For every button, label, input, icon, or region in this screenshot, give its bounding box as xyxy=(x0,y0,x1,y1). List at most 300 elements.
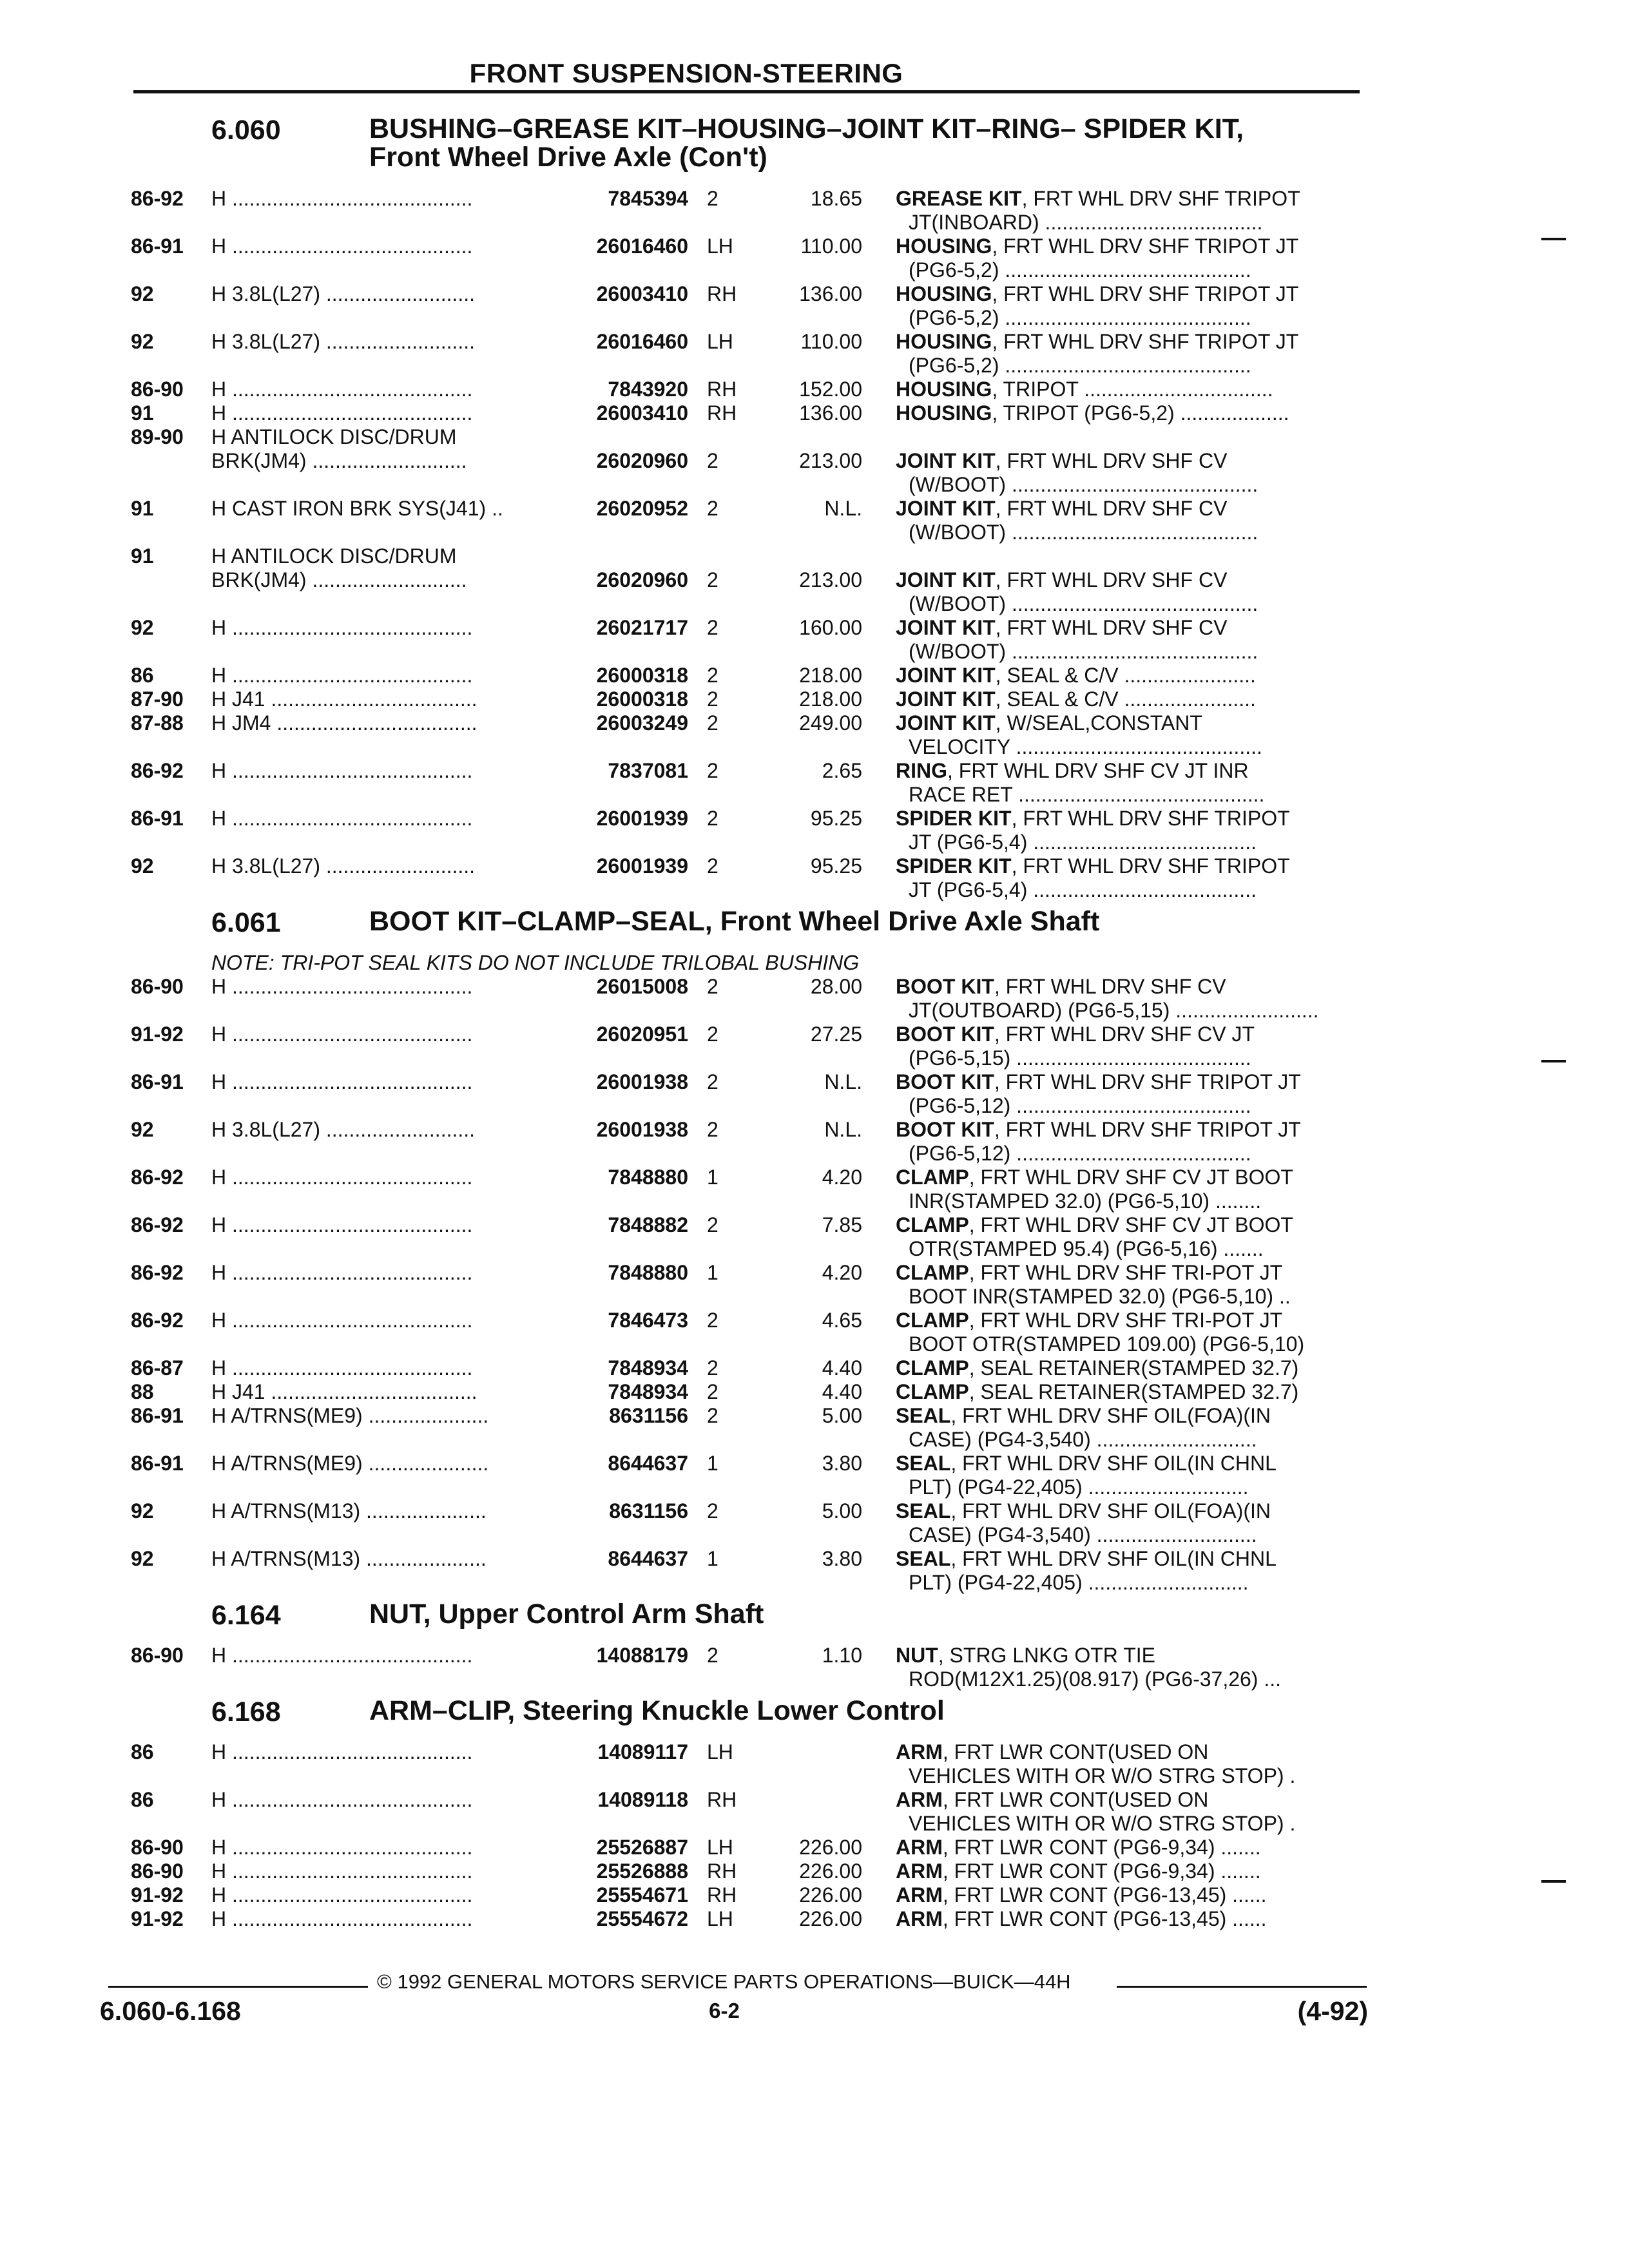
model-application: H .......................................... xyxy=(211,378,473,401)
model-application: H .......................................... xyxy=(211,1740,473,1763)
price: 160.00 xyxy=(799,616,862,639)
description-keyword: GREASE KIT xyxy=(896,187,1022,210)
quantity: 2 xyxy=(707,759,718,782)
description-line xyxy=(896,616,1363,640)
part-description xyxy=(896,1118,1363,1166)
description-text: , FRT WHL DRV SHF TRIPOT JT xyxy=(992,282,1299,305)
description-text: , FRT WHL DRV SHF OIL(FOA)(IN xyxy=(950,1499,1271,1523)
description-line xyxy=(896,1070,1363,1094)
model-years: 91 xyxy=(131,544,154,568)
section-heading xyxy=(0,110,1629,187)
part-number: 7848880 xyxy=(608,1166,688,1189)
description-text: , FRT LWR CONT (PG6-13,45) ...... xyxy=(942,1907,1267,1930)
model-application: H .......................................... xyxy=(211,1070,473,1093)
part-description xyxy=(896,1860,1363,1883)
price: 1.10 xyxy=(822,1644,862,1667)
description-line xyxy=(896,1309,1363,1332)
part-number: 26020960 xyxy=(596,449,688,472)
description-line xyxy=(896,187,1363,211)
description-continuation: CASE) (PG4-3,540) ............................ xyxy=(909,1428,1257,1451)
model-years: 91-92 xyxy=(131,1883,184,1907)
part-description xyxy=(896,378,1363,401)
model-application: H A/TRNS(M13) ..................... xyxy=(211,1547,487,1570)
description-line xyxy=(896,378,1363,401)
part-description xyxy=(896,1404,1363,1452)
description-continuation: (W/BOOT) ........................................... xyxy=(909,473,1258,496)
description-line xyxy=(896,568,1363,592)
price: 136.00 xyxy=(799,401,862,425)
description-continuation: RACE RET ........................................... xyxy=(909,783,1265,806)
model-application: H .......................................... xyxy=(211,1860,473,1883)
part-row xyxy=(0,568,1629,616)
model-application: H .......................................... xyxy=(211,1261,473,1284)
quantity: 2 xyxy=(707,1309,718,1332)
price: 2.65 xyxy=(822,759,862,782)
description-line xyxy=(896,975,1363,999)
description-text: , FRT LWR CONT (PG6-13,45) ...... xyxy=(942,1883,1267,1907)
part-description xyxy=(896,187,1363,235)
model-application: H .......................................... xyxy=(211,1883,473,1907)
footer-page-number: 6-2 xyxy=(709,1999,740,2023)
description-line xyxy=(896,1452,1363,1475)
price: 213.00 xyxy=(799,449,862,472)
description-keyword: HOUSING xyxy=(896,401,992,425)
description-keyword: CLAMP xyxy=(896,1309,969,1332)
description-line xyxy=(896,687,1363,711)
description-keyword: CLAMP xyxy=(896,1356,969,1379)
part-row xyxy=(0,378,1629,401)
description-keyword: BOOT KIT xyxy=(896,1070,994,1093)
part-description xyxy=(896,1380,1363,1404)
part-description xyxy=(896,616,1363,664)
section-title-text: BUSHING–GREASE KIT–HOUSING–JOINT KIT–RING– SPIDER KIT, xyxy=(369,113,1244,144)
model-application: H .......................................... xyxy=(211,807,473,830)
part-description xyxy=(896,235,1363,282)
part-number: 7848934 xyxy=(608,1356,688,1379)
model-years: 86-92 xyxy=(131,187,184,210)
model-application: H .......................................... xyxy=(211,664,473,687)
section-title-text: ARM–CLIP, Steering Knuckle Lower Control xyxy=(369,1695,945,1726)
part-description xyxy=(896,1788,1363,1836)
description-continuation: JT(INBOARD) ...................................... xyxy=(909,211,1263,234)
description-keyword: HOUSING xyxy=(896,378,992,401)
description-text: , FRT WHL DRV SHF CV JT BOOT xyxy=(969,1213,1293,1236)
price: N.L. xyxy=(824,1118,862,1141)
description-keyword: HOUSING xyxy=(896,330,992,353)
description-keyword: RING xyxy=(896,759,947,782)
price: 213.00 xyxy=(799,568,862,591)
price: 3.80 xyxy=(822,1452,862,1475)
part-row xyxy=(0,1023,1629,1070)
description-continuation: (PG6-5,12) ......................................... xyxy=(909,1094,1251,1117)
quantity: 1 xyxy=(707,1547,718,1570)
description-line xyxy=(896,282,1363,306)
quantity: 2 xyxy=(707,1499,718,1523)
section-title-text: BOOT KIT–CLAMP–SEAL, Front Wheel Drive Axle Shaft xyxy=(369,906,1100,937)
model-years: 87-90 xyxy=(131,687,184,711)
description-keyword: JOINT KIT xyxy=(896,616,996,639)
model-years: 88 xyxy=(131,1380,154,1403)
part-number: 25526887 xyxy=(596,1836,688,1859)
description-line xyxy=(896,1788,1363,1812)
description-keyword: ARM xyxy=(896,1836,943,1859)
description-text: , FRT LWR CONT(USED ON xyxy=(942,1788,1209,1811)
description-text: , FRT LWR CONT (PG6-9,34) ....... xyxy=(942,1860,1261,1883)
description-text: , FRT LWR CONT(USED ON xyxy=(942,1740,1209,1763)
quantity: 2 xyxy=(707,616,718,639)
description-text: , SEAL & C/V ....................... xyxy=(995,687,1256,711)
quantity: 2 xyxy=(707,1644,718,1667)
part-row xyxy=(0,1547,1629,1595)
model-years: 86-90 xyxy=(131,378,184,401)
description-keyword: JOINT KIT xyxy=(896,568,996,591)
model-years: 92 xyxy=(131,616,154,639)
part-description xyxy=(896,449,1363,497)
part-row xyxy=(0,616,1629,664)
description-text: , SEAL RETAINER(STAMPED 32.7) xyxy=(969,1356,1299,1379)
model-years: 86-91 xyxy=(131,1404,184,1427)
quantity: LH xyxy=(707,330,733,353)
description-text: , FRT WHL DRV SHF TRI-POT JT xyxy=(969,1261,1283,1284)
quantity: 2 xyxy=(707,187,718,210)
part-number: 26003410 xyxy=(596,401,688,425)
model-application: H J41 .................................... xyxy=(211,1380,477,1403)
part-number: 8644637 xyxy=(608,1452,688,1475)
model-years: 86-90 xyxy=(131,1836,184,1859)
description-continuation: PLT) (PG4-22,405) ............................ xyxy=(909,1571,1249,1594)
part-number: 26015008 xyxy=(596,975,688,998)
part-description xyxy=(896,1356,1363,1380)
quantity: RH xyxy=(707,378,737,401)
description-continuation: (W/BOOT) ........................................... xyxy=(909,521,1258,544)
section-title xyxy=(369,115,1244,171)
part-row xyxy=(0,1644,1629,1691)
section-heading xyxy=(0,1691,1629,1740)
description-continuation: VEHICLES WITH OR W/O STRG STOP) . xyxy=(909,1812,1296,1835)
model-application: H CAST IRON BRK SYS(J41) .. xyxy=(211,497,503,520)
model-application: H .......................................... xyxy=(211,1907,473,1930)
margin-mark xyxy=(1541,1880,1566,1883)
quantity: 2 xyxy=(707,975,718,998)
description-text: , FRT WHL DRV SHF OIL(IN CHNL xyxy=(950,1452,1277,1475)
part-row xyxy=(0,854,1629,902)
model-application: H .......................................... xyxy=(211,1213,473,1236)
model-application: H 3.8L(L27) .......................... xyxy=(211,854,476,878)
part-row xyxy=(0,449,1629,497)
section-note: NOTE: TRI-POT SEAL KITS DO NOT INCLUDE TRILOBAL BUSHING xyxy=(211,951,860,974)
quantity: 2 xyxy=(707,1404,718,1427)
price: 226.00 xyxy=(799,1907,862,1930)
model-application: H A/TRNS(ME9) ..................... xyxy=(211,1404,489,1427)
part-row xyxy=(0,187,1629,235)
part-row xyxy=(0,1836,1629,1860)
description-continuation: (PG6-5,2) ........................................... xyxy=(909,306,1251,329)
description-continuation: ROD(M12X1.25)(08.917) (PG6-37,26) ... xyxy=(909,1667,1282,1691)
model-years: 86-90 xyxy=(131,1644,184,1667)
description-line xyxy=(896,497,1363,521)
description-text: , FRT WHL DRV SHF OIL(FOA)(IN xyxy=(950,1404,1271,1427)
price: 136.00 xyxy=(799,282,862,305)
part-description xyxy=(896,282,1363,330)
part-number: 7843920 xyxy=(608,378,688,401)
description-text: , SEAL RETAINER(STAMPED 32.7) xyxy=(969,1380,1299,1403)
part-number: 7848880 xyxy=(608,1261,688,1284)
part-description xyxy=(896,711,1363,759)
part-number: 8644637 xyxy=(608,1547,688,1570)
description-continuation: JT (PG6-5,4) ....................................... xyxy=(909,878,1257,901)
description-keyword: HOUSING xyxy=(896,282,992,305)
part-row xyxy=(0,807,1629,854)
part-row xyxy=(0,1452,1629,1499)
model-application: H 3.8L(L27) .......................... xyxy=(211,1118,476,1141)
description-line xyxy=(896,330,1363,354)
price: 152.00 xyxy=(799,378,862,401)
part-row xyxy=(0,235,1629,282)
description-keyword: JOINT KIT xyxy=(896,664,996,687)
quantity: RH xyxy=(707,401,737,425)
model-years: 86-92 xyxy=(131,1166,184,1189)
description-text: , FRT WHL DRV SHF CV xyxy=(995,616,1228,639)
model-years: 87-88 xyxy=(131,711,184,735)
quantity: 1 xyxy=(707,1261,718,1284)
quantity: RH xyxy=(707,1860,737,1883)
price: 4.40 xyxy=(822,1380,862,1403)
part-row xyxy=(0,1860,1629,1883)
model-years: 86 xyxy=(131,1788,154,1811)
part-number: 26016460 xyxy=(596,330,688,353)
description-continuation: BOOT INR(STAMPED 32.0) (PG6-5,10) .. xyxy=(909,1285,1291,1308)
part-row xyxy=(0,1166,1629,1213)
model-years: 86-91 xyxy=(131,807,184,830)
footer-section-range: 6.060-6.168 xyxy=(100,1996,241,2026)
quantity: 1 xyxy=(707,1166,718,1189)
description-keyword: JOINT KIT xyxy=(896,449,996,472)
description-text: , FRT WHL DRV SHF TRIPOT JT xyxy=(992,235,1299,258)
description-keyword: BOOT KIT xyxy=(896,1023,994,1046)
section-heading xyxy=(0,1595,1629,1644)
part-description xyxy=(896,759,1363,807)
description-text: , FRT WHL DRV SHF TRIPOT JT xyxy=(992,330,1299,353)
model-application: H ANTILOCK DISC/DRUM xyxy=(211,425,457,448)
section-number: 6.168 xyxy=(211,1696,281,1727)
model-application: H J41 .................................... xyxy=(211,687,477,711)
description-keyword: ARM xyxy=(896,1740,943,1763)
description-line xyxy=(896,1740,1363,1764)
part-row xyxy=(0,497,1629,544)
part-number: 7846473 xyxy=(608,1309,688,1332)
model-application: BRK(JM4) ........................... xyxy=(211,449,467,472)
model-years: 91-92 xyxy=(131,1907,184,1930)
quantity: 2 xyxy=(707,807,718,830)
part-row xyxy=(0,1356,1629,1380)
part-number: 26000318 xyxy=(596,664,688,687)
description-keyword: CLAMP xyxy=(896,1213,969,1236)
section-heading xyxy=(0,902,1629,951)
quantity: 2 xyxy=(707,449,718,472)
model-years: 92 xyxy=(131,1547,154,1570)
description-keyword: SPIDER KIT xyxy=(896,807,1012,830)
part-number: 26001939 xyxy=(596,807,688,830)
part-row xyxy=(0,1907,1629,1931)
price: 4.65 xyxy=(822,1309,862,1332)
part-description xyxy=(896,497,1363,544)
description-keyword: JOINT KIT xyxy=(896,497,996,520)
description-text: , W/SEAL,CONSTANT xyxy=(995,711,1202,735)
part-number: 26001938 xyxy=(596,1118,688,1141)
price: 249.00 xyxy=(799,711,862,735)
part-number: 26001939 xyxy=(596,854,688,878)
part-number: 26001938 xyxy=(596,1070,688,1093)
model-years: 92 xyxy=(131,854,154,878)
description-line xyxy=(896,1118,1363,1142)
description-line xyxy=(896,1213,1363,1237)
description-text: , FRT WHL DRV SHF CV JT INR xyxy=(947,759,1249,782)
quantity: LH xyxy=(707,235,733,258)
price: 110.00 xyxy=(800,330,862,353)
model-years: 91 xyxy=(131,497,154,520)
description-continuation: JT(OUTBOARD) (PG6-5,15) ......................... xyxy=(909,999,1319,1022)
part-number: 7848934 xyxy=(608,1380,688,1403)
part-row xyxy=(0,1070,1629,1118)
description-text: , TRIPOT (PG6-5,2) ................... xyxy=(992,401,1289,425)
description-continuation: (PG6-5,2) ........................................... xyxy=(909,354,1251,377)
description-keyword: SEAL xyxy=(896,1499,951,1523)
description-text: , FRT WHL DRV SHF TRIPOT xyxy=(1021,187,1300,210)
description-line xyxy=(896,1836,1363,1860)
part-row xyxy=(0,1883,1629,1907)
part-number: 26020952 xyxy=(596,497,688,520)
description-line xyxy=(896,1261,1363,1285)
part-row xyxy=(0,759,1629,807)
description-line xyxy=(896,1404,1363,1428)
model-years: 89-90 xyxy=(131,425,184,448)
description-line xyxy=(896,1907,1363,1931)
model-years: 92 xyxy=(131,1499,154,1523)
footer-copyright: © 1992 GENERAL MOTORS SERVICE PARTS OPERATIONS—BUICK—44H xyxy=(377,1970,1071,1993)
price: 95.25 xyxy=(810,854,862,878)
description-line xyxy=(896,759,1363,783)
description-keyword: ARM xyxy=(896,1883,943,1907)
price: 110.00 xyxy=(800,235,862,258)
model-years: 86-91 xyxy=(131,235,184,258)
header-rule xyxy=(133,90,1360,93)
model-application: H .......................................... xyxy=(211,187,473,210)
price: 218.00 xyxy=(799,687,862,711)
part-description xyxy=(896,687,1363,711)
description-line xyxy=(896,711,1363,735)
page-header: FRONT SUSPENSION-STEERING xyxy=(469,58,903,88)
quantity: 2 xyxy=(707,1356,718,1379)
quantity: RH xyxy=(707,1788,737,1811)
description-text: , FRT LWR CONT (PG6-9,34) ....... xyxy=(942,1836,1261,1859)
description-text: , FRT WHL DRV SHF TRIPOT JT xyxy=(994,1070,1301,1093)
price: 5.00 xyxy=(822,1404,862,1427)
quantity: LH xyxy=(707,1907,733,1930)
description-text: , FRT WHL DRV SHF CV xyxy=(995,449,1228,472)
quantity: LH xyxy=(707,1836,733,1859)
section-number: 6.164 xyxy=(211,1600,281,1631)
description-line xyxy=(896,664,1363,687)
description-text: , FRT WHL DRV SHF CV JT BOOT xyxy=(969,1166,1293,1189)
model-years: 86-90 xyxy=(131,975,184,998)
part-description xyxy=(896,1547,1363,1595)
model-years: 86-92 xyxy=(131,759,184,782)
description-continuation: INR(STAMPED 32.0) (PG6-5,10) ........ xyxy=(909,1189,1262,1213)
description-line xyxy=(896,1499,1363,1523)
part-description xyxy=(896,1836,1363,1860)
price: 4.20 xyxy=(822,1261,862,1284)
quantity: 2 xyxy=(707,497,718,520)
description-continuation: JT (PG6-5,4) ....................................... xyxy=(909,831,1257,854)
model-application: BRK(JM4) ........................... xyxy=(211,568,467,591)
part-number: 8631156 xyxy=(609,1404,688,1427)
description-keyword: NUT xyxy=(896,1644,938,1667)
description-line xyxy=(896,401,1363,425)
description-text: , FRT WHL DRV SHF TRIPOT xyxy=(1011,807,1290,830)
part-number: 26020951 xyxy=(596,1023,688,1046)
description-keyword: HOUSING xyxy=(896,235,992,258)
description-continuation: (PG6-5,15) ......................................... xyxy=(909,1046,1251,1070)
model-years: 92 xyxy=(131,282,154,305)
quantity: 2 xyxy=(707,1213,718,1236)
part-description xyxy=(896,1740,1363,1788)
price: N.L. xyxy=(824,1070,862,1093)
model-application: H 3.8L(L27) .......................... xyxy=(211,330,476,353)
description-continuation: (PG6-5,12) ......................................... xyxy=(909,1142,1251,1165)
description-text: , FRT WHL DRV SHF CV xyxy=(995,568,1228,591)
model-application: H .......................................... xyxy=(211,401,473,425)
part-row xyxy=(0,401,1629,425)
model-application: H A/TRNS(M13) ..................... xyxy=(211,1499,487,1523)
description-keyword: SPIDER KIT xyxy=(896,854,1012,878)
price: 226.00 xyxy=(799,1860,862,1883)
part-number: 14089118 xyxy=(597,1788,688,1811)
part-row xyxy=(0,544,1629,568)
part-number: 26003410 xyxy=(596,282,688,305)
part-number: 25526888 xyxy=(596,1860,688,1883)
part-description xyxy=(896,330,1363,378)
description-line xyxy=(896,235,1363,258)
parts-catalog-body xyxy=(0,110,1629,1931)
price: 27.25 xyxy=(810,1023,862,1046)
description-line xyxy=(896,1860,1363,1883)
part-number: 26016460 xyxy=(596,235,688,258)
part-description xyxy=(896,1452,1363,1499)
model-years: 91-92 xyxy=(131,1023,184,1046)
description-continuation: (W/BOOT) ........................................... xyxy=(909,592,1258,615)
section-number: 6.060 xyxy=(211,115,281,146)
description-text: , FRT WHL DRV SHF OIL(IN CHNL xyxy=(950,1547,1277,1570)
footer-revision-date: (4-92) xyxy=(1297,1996,1368,2026)
part-number: 26021717 xyxy=(596,616,688,639)
model-application: H .......................................... xyxy=(211,1788,473,1811)
description-line xyxy=(896,1644,1363,1667)
model-years: 86-90 xyxy=(131,1860,184,1883)
part-description xyxy=(896,1644,1363,1691)
description-line xyxy=(896,1356,1363,1380)
section-title xyxy=(369,1600,764,1628)
description-continuation: (PG6-5,2) ........................................... xyxy=(909,258,1251,282)
price: 18.65 xyxy=(810,187,862,210)
description-keyword: ARM xyxy=(896,1788,943,1811)
description-continuation: (W/BOOT) ........................................... xyxy=(909,640,1258,663)
description-keyword: SEAL xyxy=(896,1404,951,1427)
model-application: H .......................................... xyxy=(211,1166,473,1189)
model-years: 86-92 xyxy=(131,1261,184,1284)
price: 4.40 xyxy=(822,1356,862,1379)
part-description xyxy=(896,1213,1363,1261)
description-continuation: CASE) (PG4-3,540) ............................ xyxy=(909,1523,1257,1546)
